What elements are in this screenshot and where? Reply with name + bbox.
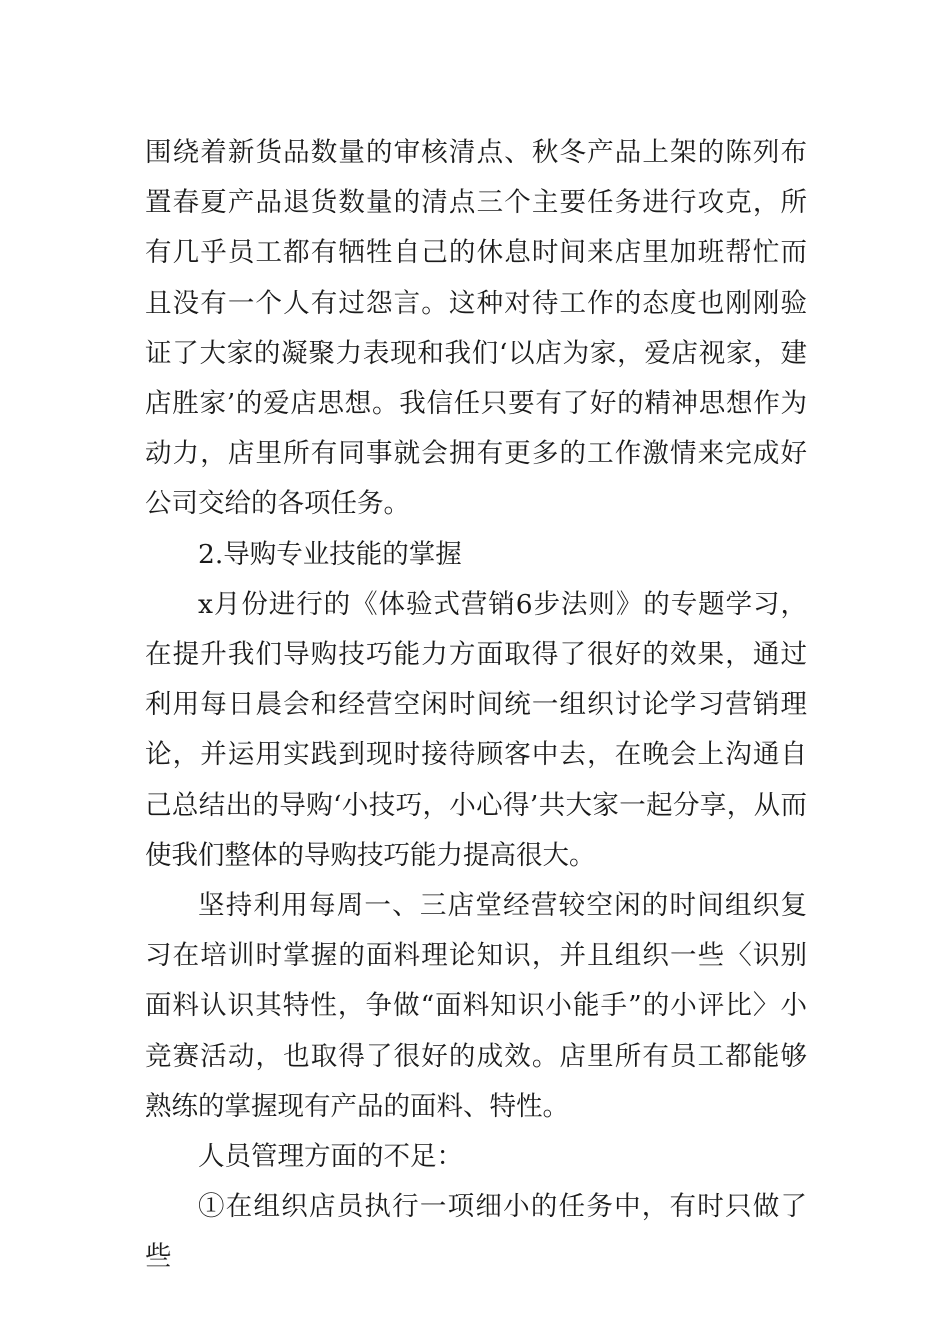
paragraph-management-shortcomings: 人员管理方面的不足： — [198, 1141, 463, 1173]
paragraph-fabric-training: 坚持利用每周一、三店堂经营较空闲的时间组织复习在培训时掌握的面料理论知识，并且组织一些〈识别面料认识其特性，争做“面料知识小能手”的小评比〉小竞赛活动，也取得了很好的成效。店里所有员工都能够熟练的掌握现有产品的面料、特性。 — [145, 890, 807, 1122]
paragraph-marketing-study: x月份进行的《体验式营销6步法则》的专题学习，在提升我们导购技巧能力方面取得了很好的效果，通过利用每日晨会和经营空闲时间统一组织讨论学习营销理论，并运用实践到现时接待顾客中去，在晚会上沟通自己总结出的导购‘小技巧，小心得’共大家一起分享，从而使我们整体的导购技巧能力提高很大。 — [145, 588, 807, 871]
document-body — [145, 128, 807, 1283]
section-heading-sales-skills: 2.导购专业技能的掌握 — [198, 538, 462, 570]
paragraph-store-tasks: 围绕着新货品数量的审核清点、秋冬产品上架的陈列布置春夏产品退货数量的清点三个主要任务进行攻克，所有几乎员工都有牺牲自己的休息时间来店里加班帮忙而且没有一个人有过怨言。这种对待工作的态度也刚刚验证了大家的凝聚力表现和我们‘以店为家，爱店视家，建店胜家’的爱店思想。我信任只要有了好的精神思想作为动力，店里所有同事就会拥有更多的工作激情来完成好公司交给的各项任务。 — [145, 137, 807, 520]
paragraph-shortcoming-item-1: ①在组织店员执行一项细小的任务中，有时只做了些 — [145, 1191, 807, 1273]
